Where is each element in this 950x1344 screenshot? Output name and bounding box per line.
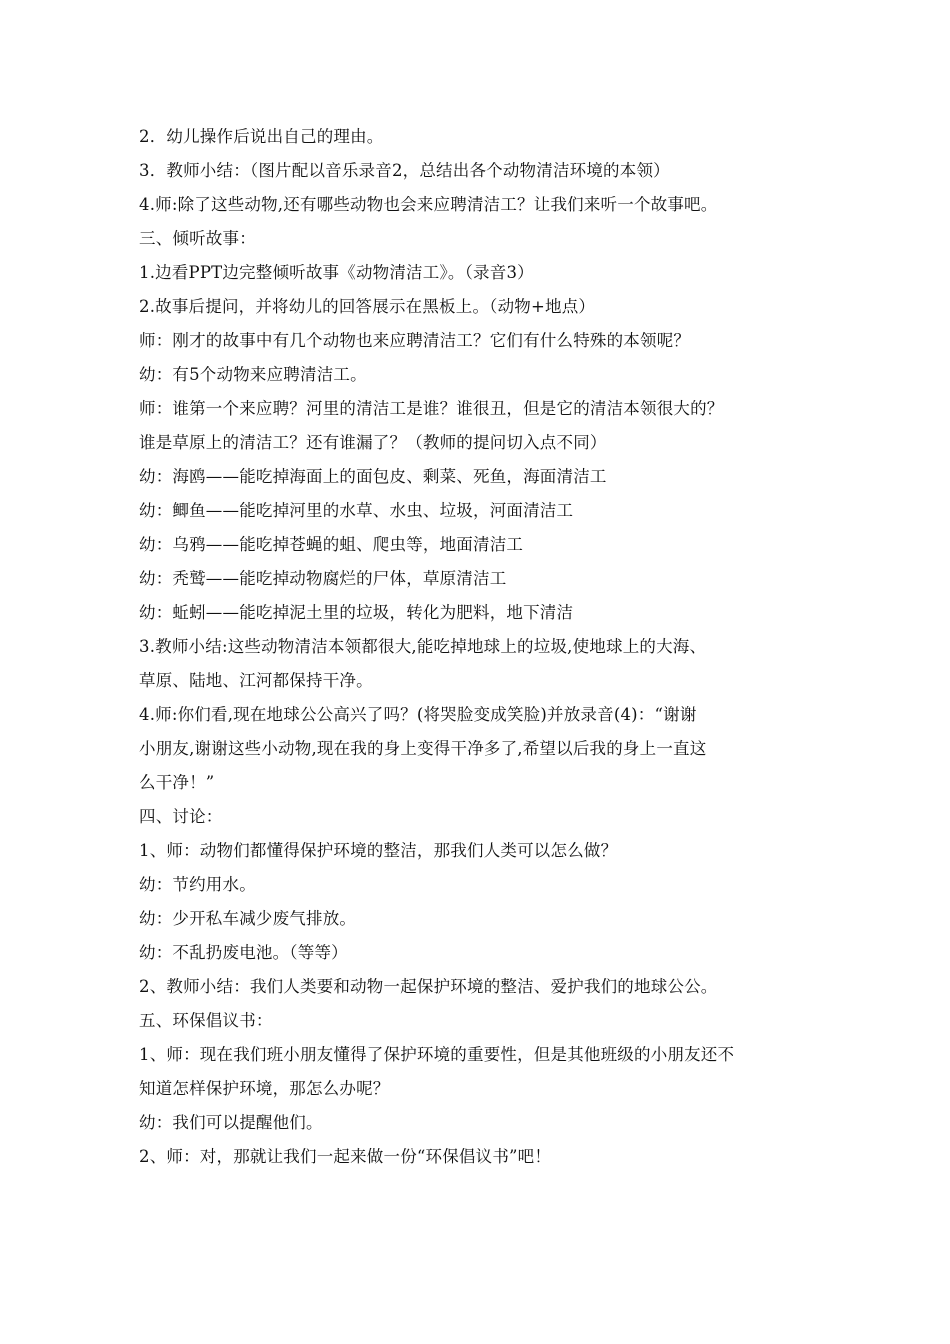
text-line: 草原、陆地、江河都保持干净。 (139, 671, 373, 690)
text-line: 幼：秃鹫——能吃掉动物腐烂的尸体，草原清洁工 (139, 569, 507, 588)
text-line: 幼：节约用水。 (139, 875, 256, 894)
text-line: 么干净！” (139, 773, 215, 792)
text-line: 幼：鲫鱼——能吃掉河里的水草、水虫、垃圾，河面清洁工 (139, 501, 574, 520)
text-line: 4.师:除了这些动物,还有哪些动物也会来应聘清洁工？让我们来听一个故事吧。 (139, 195, 718, 214)
text-line: 2、教师小结：我们人类要和动物一起保护环境的整洁、爱护我们的地球公公。 (139, 977, 718, 996)
text-line: 师：谁第一个来应聘？河里的清洁工是谁？谁很丑，但是它的清洁本领很大的？ (139, 399, 724, 418)
text-line: 2．幼儿操作后说出自己的理由。 (139, 127, 384, 146)
text-line: 幼：蚯蚓——能吃掉泥土里的垃圾，转化为肥料，地下清洁 (139, 603, 574, 622)
text-line: 师：刚才的故事中有几个动物也来应聘清洁工？它们有什么特殊的本领呢？ (139, 331, 691, 350)
text-line: 3.教师小结:这些动物清洁本领都很大,能吃掉地球上的垃圾,使地球上的大海、 (139, 637, 707, 656)
text-line: 谁是草原上的清洁工？还有谁漏了？（教师的提问切入点不同） (139, 433, 607, 452)
text-line: 4.师:你们看,现在地球公公高兴了吗？(将哭脸变成笑脸)并放录音(4)：“谢谢 (139, 705, 697, 724)
text-line: 1、师：现在我们班小朋友懂得了保护环境的重要性，但是其他班级的小朋友还不 (139, 1045, 735, 1064)
text-line: 幼：海鸥——能吃掉海面上的面包皮、剩菜、死鱼，海面清洁工 (139, 467, 607, 486)
text-line: 幼：乌鸦——能吃掉苍蝇的蛆、爬虫等，地面清洁工 (139, 535, 524, 554)
section-heading: 三、倾听故事： (139, 229, 256, 248)
text-line: 小朋友,谢谢这些小动物,现在我的身上变得干净多了,希望以后我的身上一直这 (139, 739, 707, 758)
text-line: 幼：我们可以提醒他们。 (139, 1113, 323, 1132)
text-line: 幼：少开私车减少废气排放。 (139, 909, 357, 928)
section-heading: 五、环保倡议书： (139, 1011, 273, 1030)
text-line: 2、师：对，那就让我们一起来做一份“环保倡议书”吧！ (139, 1147, 552, 1166)
text-line: 1.边看PPT边完整倾听故事《动物清洁工》。（录音3） (139, 263, 534, 282)
text-line: 2.故事后提问，并将幼儿的回答展示在黑板上。（动物+地点） (139, 297, 596, 316)
text-line: 1、师：动物们都懂得保护环境的整洁，那我们人类可以怎么做？ (139, 841, 618, 860)
section-heading: 四、讨论： (139, 807, 223, 826)
text-line: 3．教师小结：（图片配以音乐录音2，总结出各个动物清洁环境的本领） (139, 161, 670, 180)
text-line: 幼：有5个动物来应聘清洁工。 (139, 365, 367, 384)
text-line: 知道怎样保护环境，那怎么办呢？ (139, 1079, 390, 1098)
text-line: 幼：不乱扔废电池。（等等） (139, 943, 348, 962)
document-body (139, 120, 819, 1174)
